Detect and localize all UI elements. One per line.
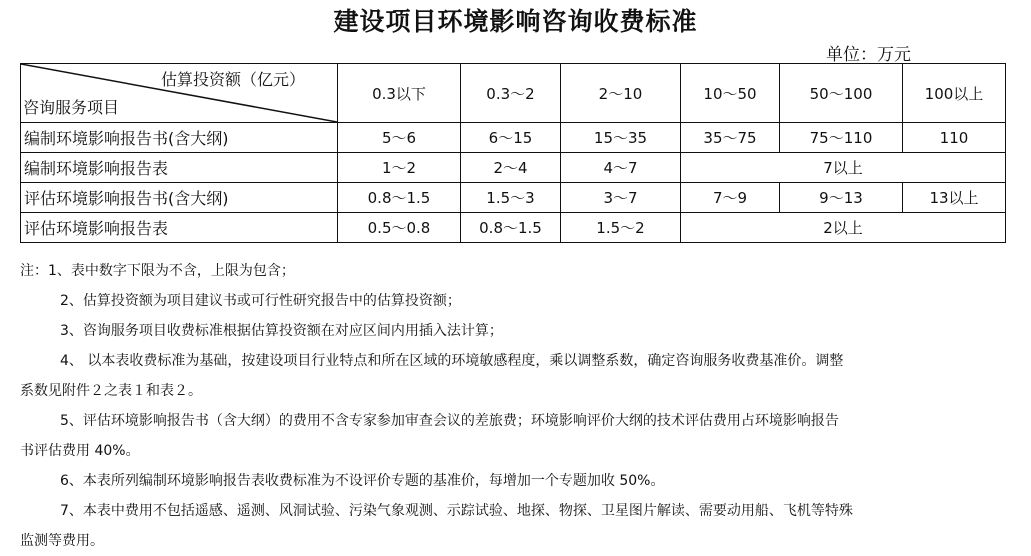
table-cell: 7～9 (681, 183, 780, 213)
note-line: 监测等费用。 (20, 533, 104, 549)
table-cell: 1.5～2 (561, 213, 681, 243)
unit-label: 单位：万元 (826, 45, 911, 65)
row-label: 编制环境影响报告表 (21, 153, 338, 183)
note-line: 注：1、表中数字下限为不含，上限为包含； (20, 263, 295, 279)
table-cell: 3～7 (561, 183, 681, 213)
notes-section (20, 256, 1015, 556)
corner-service-label: 咨询服务项目 (23, 98, 120, 117)
column-header: 50～100 (780, 64, 903, 123)
note-line: 5、评估环境影响报告书（含大纲）的费用不含专家参加审查会议的差旅费；环境影响评价大纲的技术评估费用占环境影响报告 (60, 413, 839, 429)
table-cell: 9～13 (780, 183, 903, 213)
table-cell: 0.8～1.5 (338, 183, 461, 213)
row-label: 评估环境影响报告表 (21, 213, 338, 243)
column-header: 2～10 (561, 64, 681, 123)
row-label: 评估环境影响报告书(含大纲) (21, 183, 338, 213)
table-cell-merged: 2以上 (681, 213, 1006, 243)
table-cell: 1～2 (338, 153, 461, 183)
note-line: 6、本表所列编制环境影响报告表收费标准为不设评价专题的基准价，每增加一个专题加收 50%。 (60, 473, 665, 489)
table-cell: 6～15 (461, 123, 561, 153)
table-row (21, 123, 1006, 153)
table-cell: 2～4 (461, 153, 561, 183)
table-cell: 13以上 (903, 183, 1006, 213)
note-line: 3、咨询服务项目收费标准根据估算投资额在对应区间内用插入法计算； (60, 323, 503, 339)
note-line: 4、 以本表收费标准为基础，按建设项目行业特点和所在区域的环境敏感程度，乘以调整系数，确定咨询服务收费基准价。调整 (60, 353, 844, 369)
table-cell-merged: 7以上 (681, 153, 1006, 183)
table-cell: 35～75 (681, 123, 780, 153)
table-cell: 4～7 (561, 153, 681, 183)
column-header: 100以上 (903, 64, 1006, 123)
column-header: 0.3以下 (338, 64, 461, 123)
note-line: 书评估费用 40%。 (20, 443, 140, 459)
row-label: 编制环境影响报告书(含大纲) (21, 123, 338, 153)
table-cell: 0.5～0.8 (338, 213, 461, 243)
column-header: 10～50 (681, 64, 780, 123)
note-line: 系数见附件２之表１和表２。 (20, 383, 202, 399)
column-header: 0.3～2 (461, 64, 561, 123)
table-cell: 5～6 (338, 123, 461, 153)
table-cell: 15～35 (561, 123, 681, 153)
table-cell: 110 (903, 123, 1006, 153)
table-cell: 75～110 (780, 123, 903, 153)
table-row (21, 183, 1006, 213)
fee-table (20, 63, 1006, 243)
table-row (21, 153, 1006, 183)
note-line: 7、本表中费用不包括遥感、遥测、风洞试验、污染气象观测、示踪试验、地探、物探、卫星图片解读、需要动用船、飞机等特殊 (60, 503, 853, 519)
note-line: 2、估算投资额为项目建议书或可行性研究报告中的估算投资额； (60, 293, 461, 309)
table-cell: 1.5～3 (461, 183, 561, 213)
document-title: 建设项目环境影响咨询收费标准 (333, 7, 698, 36)
table-corner-cell (21, 64, 338, 123)
table-header-row (21, 64, 1006, 123)
table-cell: 0.8～1.5 (461, 213, 561, 243)
corner-investment-label: 估算投资额（亿元） (161, 70, 306, 89)
table-row (21, 213, 1006, 243)
